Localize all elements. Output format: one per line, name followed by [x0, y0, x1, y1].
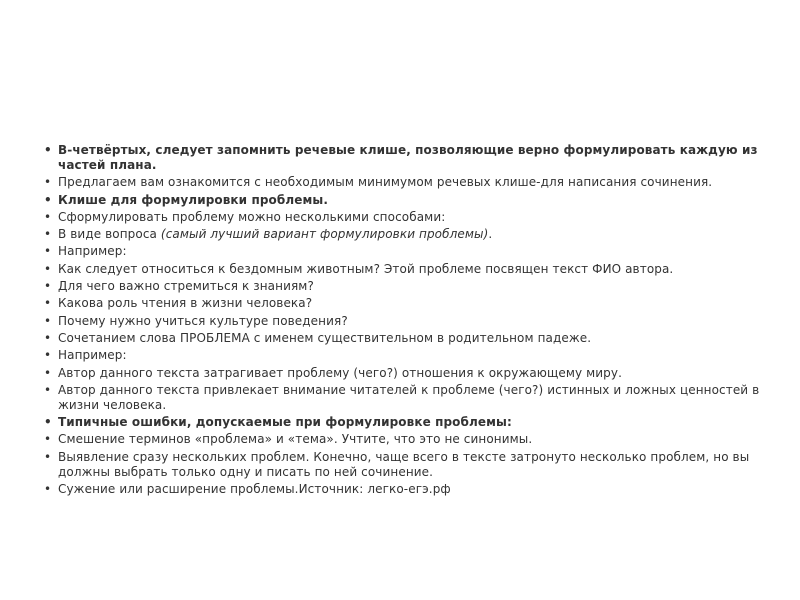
- bullet-marker: •: [44, 227, 52, 242]
- list-item-text: Смешение терминов «проблема» и «тема». Учтите, что это не синонимы.: [58, 432, 533, 447]
- bullet-marker: •: [44, 482, 52, 497]
- list-item-text: Автор данного текста привлекает внимание читателей к проблеме (чего?) истинных и ложных ценностей в жизни человека.: [58, 382, 760, 412]
- bullet-list: [40, 143, 780, 497]
- list-item-text: Сужение или расширение проблемы.Источник: легко-егэ.рф: [58, 482, 451, 497]
- slide-content: [40, 143, 780, 499]
- list-item: [40, 314, 780, 329]
- list-item: [40, 415, 780, 430]
- list-item-text: В виде вопроса: [58, 227, 161, 242]
- bullet-marker: •: [44, 209, 52, 224]
- list-item: [40, 296, 780, 311]
- list-item: [40, 383, 780, 413]
- list-item: [40, 331, 780, 346]
- bullet-marker: •: [44, 330, 52, 345]
- list-item-text: Например:: [58, 244, 127, 259]
- list-item: [40, 348, 780, 363]
- list-item-text: Сочетанием слова ПРОБЛЕМА с именем существительном в родительном падеже.: [58, 330, 592, 345]
- bullet-marker: •: [44, 192, 52, 207]
- list-item: [40, 244, 780, 259]
- list-item: [40, 210, 780, 225]
- bullet-marker: •: [44, 143, 52, 157]
- bullet-marker: •: [44, 279, 52, 294]
- bullet-marker: •: [44, 365, 52, 380]
- list-item-text: Выявление сразу нескольких проблем. Конечно, чаще всего в тексте затронуто несколько проблем, но вы должны выбрать только одну и писать по ней сочинение.: [58, 449, 750, 479]
- bullet-marker: •: [44, 296, 52, 311]
- list-item: [40, 482, 780, 497]
- list-item: [40, 175, 780, 190]
- bullet-marker: •: [44, 449, 52, 464]
- list-item-text: Например:: [58, 348, 127, 363]
- list-item: [40, 262, 780, 277]
- bullet-marker: •: [44, 244, 52, 259]
- bullet-marker: •: [44, 348, 52, 363]
- list-item-trailing-text: .: [488, 227, 493, 242]
- list-item: [40, 143, 780, 173]
- list-item: [40, 227, 780, 242]
- list-item-text: В-четвёртых, следует запомнить речевые клише, позволяющие верно формулировать каждую из частей плана.: [58, 143, 758, 172]
- list-item: [40, 432, 780, 447]
- list-item-text: Клише для формулировки проблемы.: [58, 192, 329, 207]
- list-item-text: Для чего важно стремиться к знаниям?: [58, 279, 314, 294]
- bullet-marker: •: [44, 415, 52, 430]
- list-item-text: Почему нужно учиться культуре поведения?: [58, 313, 348, 328]
- list-item: [40, 279, 780, 294]
- bullet-marker: •: [44, 432, 52, 447]
- bullet-marker: •: [44, 261, 52, 276]
- list-item: [40, 193, 780, 208]
- list-item: [40, 450, 780, 480]
- list-item-text: Типичные ошибки, допускаемые при формулировке проблемы:: [58, 415, 512, 430]
- list-item-text: Автор данного текста затрагивает проблему (чего?) отношения к окружающему миру.: [58, 365, 623, 380]
- list-item-text: Сформулировать проблему можно несколькими способами:: [58, 209, 446, 224]
- list-item-text: Какова роль чтения в жизни человека?: [58, 296, 313, 311]
- list-item-text: Как следует относиться к бездомным животным? Этой проблеме посвящен текст ФИО автора.: [58, 261, 674, 276]
- bullet-marker: •: [44, 382, 52, 397]
- list-item-text: Предлагаем вам ознакомится с необходимым минимумом речевых клише-для написания сочинения.: [58, 175, 713, 190]
- bullet-marker: •: [44, 313, 52, 328]
- list-item-italic-text: (самый лучший вариант формулировки проблемы): [160, 227, 489, 242]
- bullet-marker: •: [44, 175, 52, 190]
- list-item: [40, 366, 780, 381]
